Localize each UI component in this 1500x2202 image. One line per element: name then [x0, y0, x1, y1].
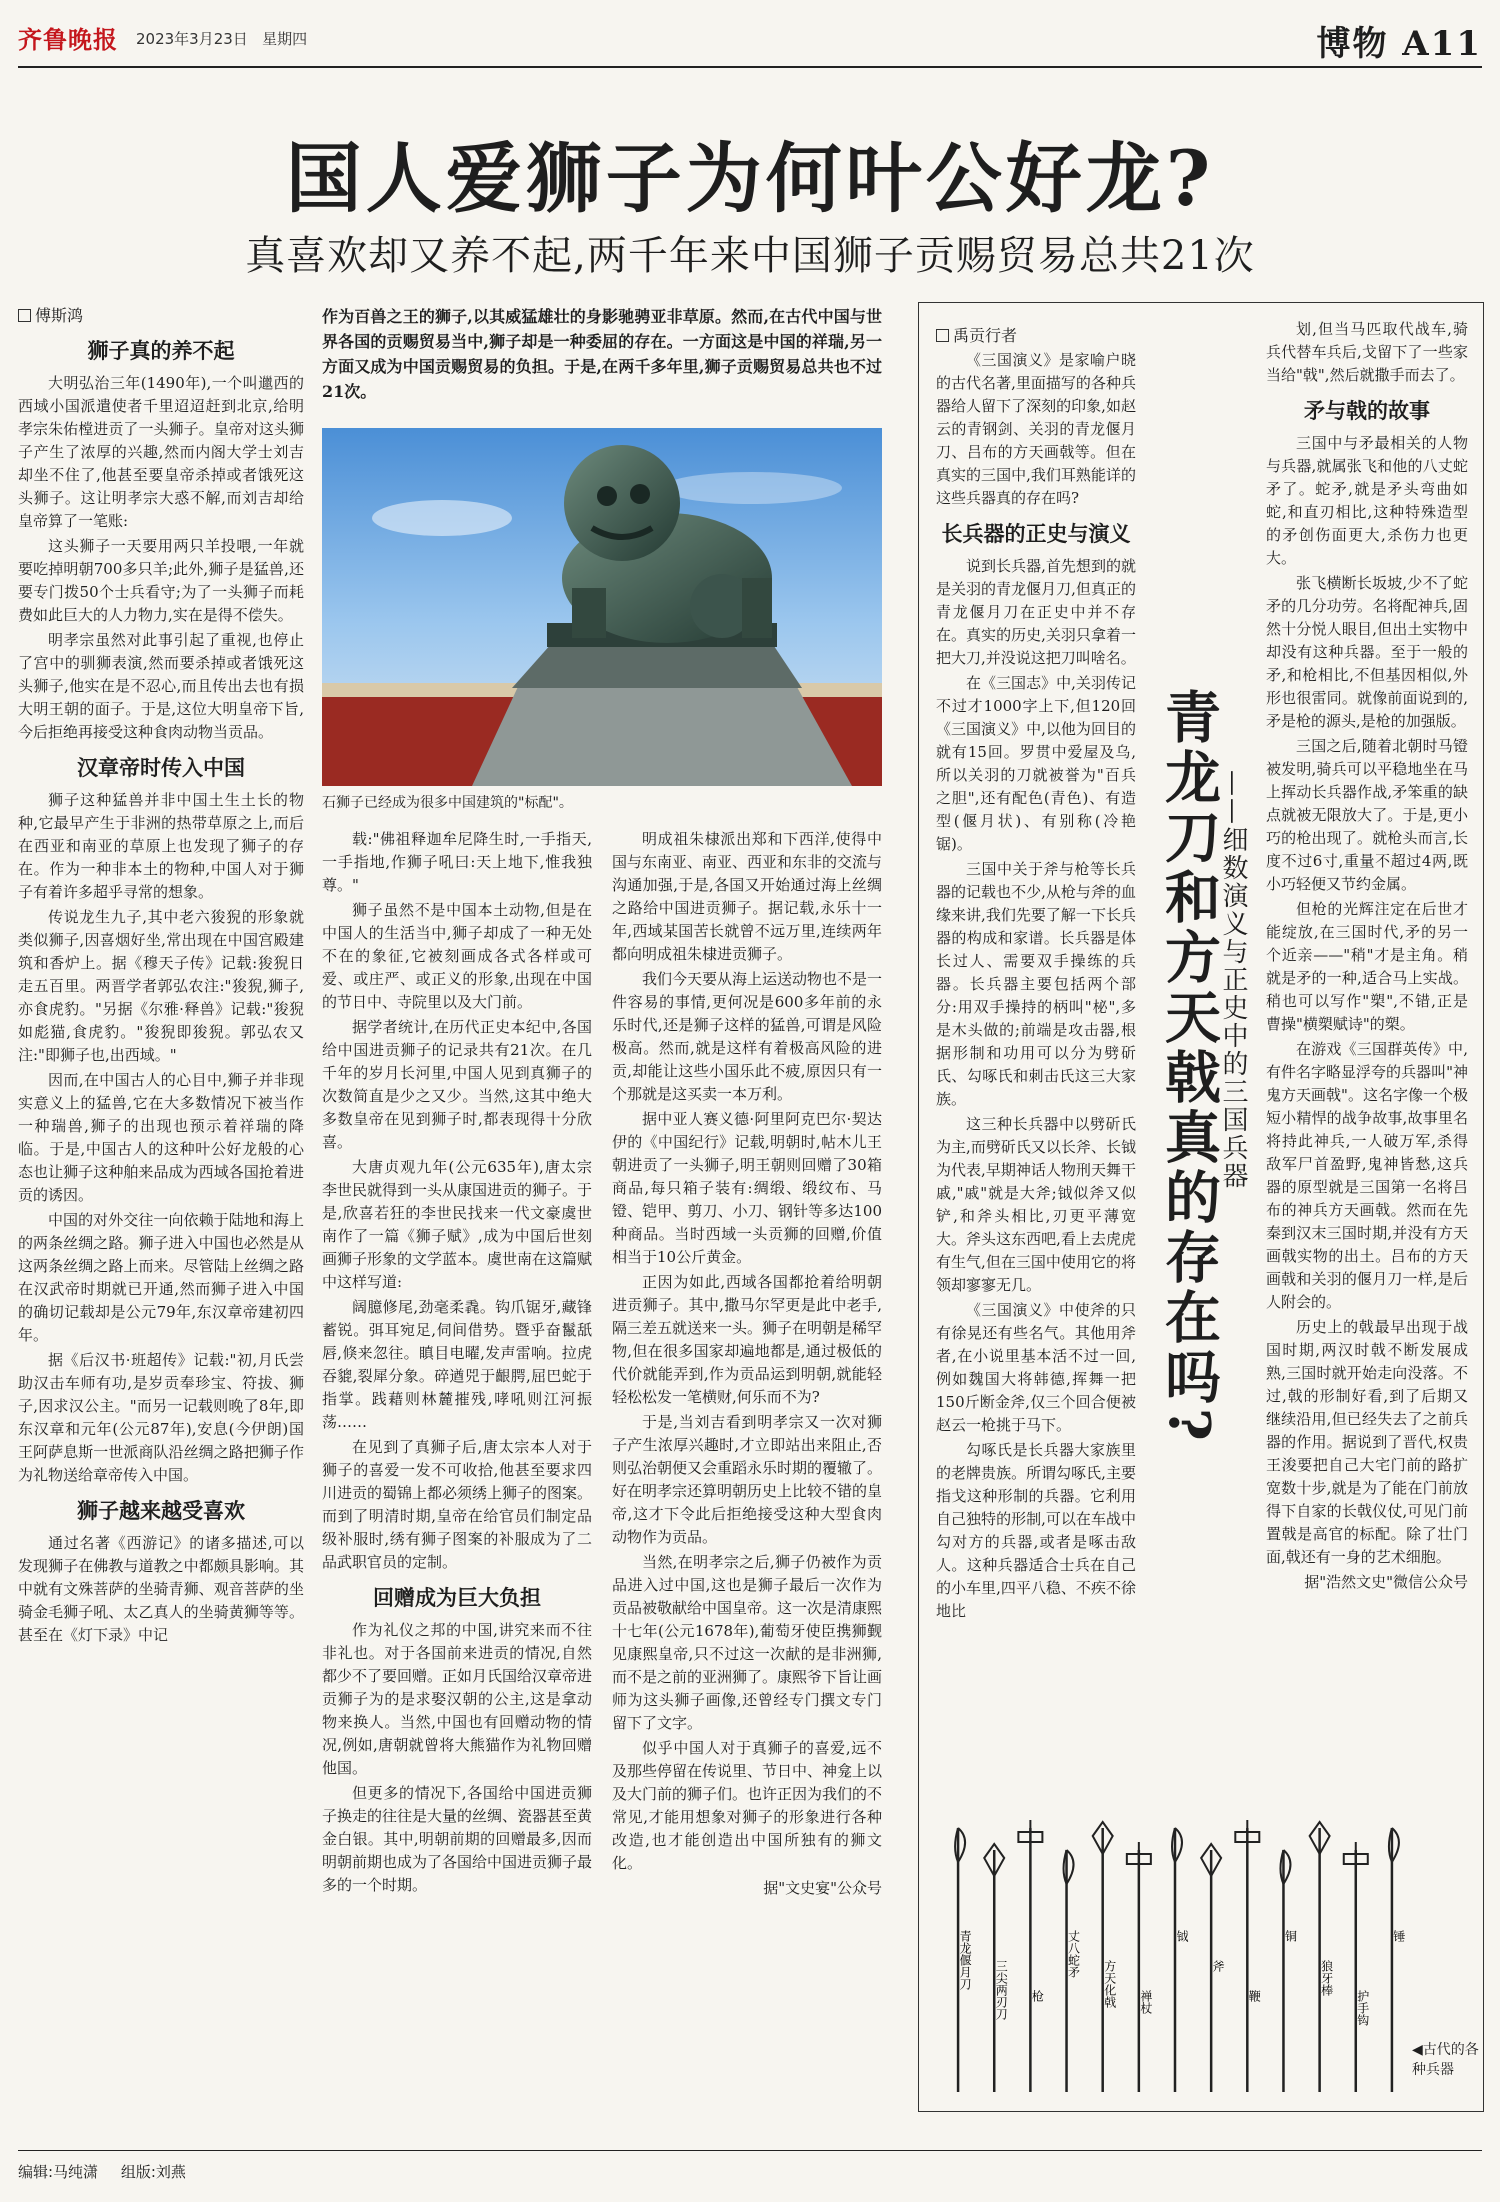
lion-illustration	[322, 428, 882, 786]
article-paragraph: 大唐贞观九年(公元635年),唐太宗李世民就得到一头从康国进贡的狮子。于是,欣喜若狂的李世民找来一代文豪虞世南作了一篇《狮子赋》,成为中国后世刻画狮子形象的文学蓝本。虞世南在这篇赋中这样写道:	[322, 1158, 593, 1291]
article-paragraph: 但枪的光辉注定在后世才能绽放,在三国时代,矛的另一个近亲——"稍"才是主角。稍就是矛的一种,适合马上实战。稍也可以写作"槊",不错,正是曹操"横槊赋诗"的槊。	[1266, 900, 1468, 1033]
article-paragraph: 这三种长兵器中以劈斫氏为主,而劈斫氏又以长斧、长钺为代表,早期神话人物刑天舞干戚,"戚"就是大斧;钺似斧又似铲,和斧头相比,刃更平薄宽大。斧头这东西吧,看上去虎虎有生气,但在三国中使用它的将领却寥寥无几。	[936, 1115, 1136, 1294]
article-paragraph: 这头狮子一天要用两只羊投喂,一年就要吃掉明朝700多只羊;此外,狮子是猛兽,还要专门拨50个士兵看守;为了一头狮子而耗费如此巨大的人力物力,实在是得不偿失。	[18, 537, 304, 624]
weapons-caption: ◀古代的各种兵器	[1412, 2042, 1479, 2078]
sidebar-column-1	[936, 324, 1136, 1804]
article-paragraph: 阔臆修尾,劲毫柔毳。钩爪锯牙,藏锋蓄锐。弭耳宛足,伺间借势。暨乎奋鬣舐唇,倏来忽往。瞋目电曜,发声雷响。拉虎吞貔,裂犀分象。碎遒兕于齦腭,屈巴蛇于指掌。践藉则林麓摧残,哮吼则江河振荡……	[322, 1298, 592, 1431]
issue-date: 2023年3月23日	[136, 30, 248, 48]
article-paragraph: 在见到了真狮子后,唐太宗本人对于狮子的喜爱一发不可收拾,他甚至要求四川进贡的蜀锦上都必须绣上狮子的图案。而到了明清时期,皇帝在给官员们制定品级补服时,绣有狮子图案的补服成为了二品武职官员的定制。	[322, 1438, 593, 1571]
weapon-label: 铜	[1283, 1930, 1298, 1942]
weapon-drawing	[1389, 1828, 1406, 2092]
article-paragraph: 于是,当刘吉看到明孝宗又一次对狮子产生浓厚兴趣时,才立即站出来阻止,否则弘治朝便又会重蹈永乐时期的覆辙了。好在明孝宗还算明朝历史上比较不错的皇帝,这才下令此后拒绝接受这种大型食肉动物作为贡品。	[612, 1413, 883, 1546]
article-paragraph: 明成祖朱棣派出郑和下西洋,使得中国与东南亚、南亚、西亚和东非的交流与沟通加强,于是,各国又开始通过海上丝绸之路给中国进贡狮子。据记载,永乐十一年,西域某国苦长就曾不远万里,连续两年都向明成祖朱棣进贡狮子。	[612, 830, 883, 963]
weapon-label: 鞭	[1247, 1990, 1262, 2002]
dateline	[136, 28, 307, 49]
section-heading: 汉章帝时传入中国	[77, 755, 245, 780]
article-paragraph: 在游戏《三国群英传》中,有件名字略显浮夸的兵器叫"神鬼方天画戟"。这名字像一个极短小精悍的战争故事,故事里名将持此神兵,一人破万军,杀得敌军尸首盈野,鬼神皆愁,这兵器的原型就是三国第一名将吕布的神兵方天画戟。然而在先秦到汉末三国时期,并没有方天画戟实物的出土。吕布的方天画戟和关羽的偃月刀一样,是后人附会的。	[1266, 1040, 1468, 1311]
article-paragraph: 张飞横断长坂坡,少不了蛇矛的几分功劳。名将配神兵,固然十分悦人眼目,但出土实物中却没有这种兵器。至于一般的矛,和枪相比,不但基因相似,外形也很雷同。就像前面说到的,矛是枪的源头,是枪的加强版。	[1266, 574, 1468, 730]
byline: 傅斯鸿	[18, 304, 304, 327]
section-label: 博物 A11	[1316, 24, 1482, 64]
weapon-drawing	[1127, 1842, 1153, 2092]
sidebar-title: 青龙刀和方天戟真的存在吗?	[1156, 688, 1222, 1445]
article-paragraph: 《三国演义》中使斧的只有徐晃还有些名气。其他用斧者,在小说里基本活不过一回,例如魏国大将韩德,挥舞一把150斤断金斧,仅三个回合便被赵云一枪挑于马下。	[936, 1301, 1136, 1434]
article-paragraph: 三国之后,随着北朝时马镫被发明,骑兵可以平稳地坐在马上挥动长兵器作战,矛笨重的缺点就被无限放大了。于是,更小巧的枪出现了。就枪头而言,长度不过6寸,重量不超过4两,既小巧轻便又节约金属。	[1266, 737, 1468, 893]
article-paragraph: 似乎中国人对于真狮子的喜爱,远不及那些停留在传说里、节日中、神龛上以及大门前的狮子们。也许正因为我们的不常见,才能用想象对狮子的形象进行各种改造,也才能创造出中国所独有的狮文化。	[612, 1739, 883, 1872]
article-paragraph: 因而,在中国古人的心目中,狮子并非现实意义上的猛兽,它在大多数情况下被当作一种瑞兽,狮子的出现也预示着祥瑞的降临。于是,中国古人的这种叶公好龙般的心态也让狮子这种舶来品成为西域各国抢着进贡的诱因。	[18, 1071, 304, 1204]
weapon-label: 丈八蛇矛	[1066, 1930, 1081, 1978]
section-heading: 长兵器的正史与演义	[941, 521, 1131, 546]
source-credit: 据"浩然文史"微信公众号	[1304, 1573, 1468, 1591]
article-paragraph: 狮子这种猛兽并非中国土生土长的物种,它最早产生于非洲的热带草原之上,而后在西亚和南亚的草原上也发现了狮子的存在。作为一种非本土的物种,中国人对于狮子有着许多超乎寻常的想象。	[18, 791, 304, 901]
sidebar-subtitle: ——细数演义与正史中的三国兵器	[1218, 770, 1248, 1190]
masthead: 齐鲁晚报	[18, 25, 118, 54]
article-lead: 作为百兽之王的狮子,以其威猛雄壮的身影驰骋亚非草原。然而,在古代中国与世界各国的贡赐贸易当中,狮子却是一种委屈的存在。一方面这是中国的祥瑞,另一方面又成为中国贡赐贸易的负担。于是,在两千多年里,狮子贡赐贸易总共也不过21次。	[322, 307, 882, 401]
sidebar-byline: 禹贡行者	[936, 324, 1136, 347]
weapon-drawing	[1064, 1850, 1081, 2092]
weapon-drawing	[955, 1828, 972, 2092]
weapon-drawing	[1310, 1822, 1334, 2092]
weapon-drawing	[1344, 1842, 1370, 2092]
article-paragraph: 历史上的戟最早出现于战国时期,两汉时戟不断发展成熟,三国时就开始走向没落。不过,戟的形制好看,到了后期又继续沿用,但已经失去了之前兵器的作用。据说到了晋代,权贵王浚要把自己大宅门前的路扩宽数十步,就是为了能在门前放得下自家的长戟仪仗,可见门前置戟是高官的标配。除了壮门面,戟还有一身的艺术细胞。	[1266, 1318, 1468, 1566]
weapon-label: 枪	[1030, 1990, 1045, 2002]
weapon-label: 护手钩	[1355, 1990, 1370, 2026]
section-heading: 狮子真的养不起	[87, 338, 235, 363]
article-paragraph: 《三国演义》是家喻户晓的古代名著,里面描写的各种兵器给人留下了深刻的印象,如赵云的青钢剑、关羽的青龙偃月刀、吕布的方天画戟等。但在真实的三国中,我们耳熟能详的这些兵器真的存在吗?	[936, 351, 1136, 507]
issue-weekday: 星期四	[262, 30, 308, 48]
layout-credit: 组版:刘燕	[120, 2163, 186, 2181]
article-paragraph: 勾啄氏是长兵器大家族里的老牌贵族。所谓勾啄氏,主要指戈这种形制的兵器。它利用自己独特的形制,可以在车战中勾对方的兵器,或者是啄击敌人。这种兵器适合士兵在自己的小车里,四平八稳、不疾不徐地比	[936, 1441, 1136, 1620]
article-paragraph: 说到长兵器,首先想到的就是关羽的青龙偃月刀,但真正的青龙偃月刀在正史中并不存在。真实的历史,关羽只拿着一把大刀,并没说这把刀叫啥名。	[936, 557, 1136, 667]
article-paragraph: 在《三国志》中,关羽传记不过才1000字上下,但120回《三国演义》中,以他为回目的就有15回。罗贯中爱屋及乌,所以关羽的刀就被誉为"百兵之胆",还有配色(青色)、有造型(偃月状)、有别称(冷艳锯)。	[936, 674, 1136, 853]
article-paragraph: 据中亚人赛义德·阿里阿克巴尔·契达伊的《中国纪行》记载,明朝时,帖木儿王朝进贡了一头狮子,明王朝则回赠了30箱商品,每只箱子装有:绸缎、缎纹布、马镫、铠甲、剪刀、小刀、钢针等多达100种商品。当时西域一头贡狮的回赠,价值相当于10公斤黄金。	[612, 1110, 882, 1266]
weapon-label: 禅杖	[1138, 1990, 1153, 2014]
article-paragraph: 正因为如此,西域各国都抢着给明朝进贡狮子。其中,撒马尔罕更是此中老手,隔三差五就送来一头。狮子在明朝是稀罕物,但在很多国家却遍地都是,通过极低的代价就能弄到,作为贡品运到明朝,就能轻轻松松发一笔横财,何乐而不为?	[612, 1273, 883, 1406]
article-paragraph: 三国中与矛最相关的人物与兵器,就属张飞和他的八丈蛇矛了。蛇矛,就是矛头弯曲如蛇,和直刃相比,这种特殊造型的矛创伤面更大,杀伤力也更大。	[1266, 434, 1468, 567]
article-paragraph: 中国的对外交往一向依赖于陆地和海上的两条丝绸之路。狮子进入中国也必然是从这两条丝绸之路上而来。尽管陆上丝绸之路在汉武帝时期就已开通,然而狮子进入中国的确切记载却是公元79年,东汉章帝建初四年。	[18, 1211, 304, 1344]
weapon-label: 斧	[1211, 1960, 1226, 1972]
weapon-drawing	[984, 1844, 1008, 2092]
weapon-drawing	[1280, 1850, 1297, 2092]
article-column-2	[322, 828, 592, 2138]
weapon-drawing	[1018, 1820, 1044, 2092]
page-footer	[18, 2150, 1482, 2182]
article-column-3	[612, 828, 882, 2138]
weapon-label: 方天化戟	[1102, 1960, 1117, 2008]
article-paragraph: 通过名著《西游记》的诸多描述,可以发现狮子在佛教与道教之中都颇具影响。其中就有文殊菩萨的坐骑青狮、观音菩萨的坐骑金毛狮子吼、太乙真人的坐骑黄狮等等。甚至在《灯下录》中记	[18, 1534, 304, 1644]
article-paragraph: 据《后汉书·班超传》记载:"初,月氏尝助汉击车师有功,是岁贡奉珍宝、符拔、狮子,因求汉公主。"而另一记载则晚了8年,即东汉章和元年(公元87年),安息(今伊朗)国王阿萨息斯一世派商队沿丝绸之路把狮子作为礼物送给章帝传入中国。	[18, 1351, 304, 1484]
article-paragraph: 当然,在明孝宗之后,狮子仍被作为贡品进入过中国,这也是狮子最后一次作为贡品被敬献给中国皇帝。这一次是清康熙十七年(公元1678年),葡萄牙使臣携狮觐见康熙皇帝,只不过这一次献的是非洲狮,而不是之前的亚洲狮了。康熙爷下旨让画师为这头狮子画像,还曾经专门撰文专门留下了文字。	[612, 1553, 883, 1732]
article-paragraph: 传说龙生九子,其中老六狻猊的形象就类似狮子,因喜烟好坐,常出现在中国宫殿建筑和香炉上。据《穆天子传》记载:狻猊日走五百里。两晋学者郭弘农注:"狻猊,狮子,亦食虎豹。"另据《尔雅·释兽》记载:"狻猊如彪猫,食虎豹。"狻猊即狻猊。郭弘农又注:"即狮子也,出西域。"	[18, 908, 304, 1064]
article-paragraph: 大明弘治三年(1490年),一个叫邋西的西域小国派遣使者千里迢迢赶到北京,给明孝宗朱佑樘进贡了一头狮子。皇帝对这头狮子产生了浓厚的兴趣,然而内阁大学士刘吉却坐不住了,他甚至要皇帝杀掉或者饿死这头狮子。这让明孝宗大惑不解,而刘吉却给皇帝算了一笔账:	[18, 374, 304, 530]
article-paragraph: 载:"佛祖释迦牟尼降生时,一手指天,一手指地,作狮子吼曰:天上地下,惟我独尊。"	[322, 830, 592, 894]
page-header	[18, 12, 1482, 68]
weapon-label: 钺	[1175, 1930, 1189, 1942]
section-heading: 回赠成为巨大负担	[373, 1585, 541, 1610]
ancient-weapons-illustration	[940, 1810, 1410, 2100]
section-heading: 矛与戟的故事	[1304, 398, 1430, 423]
article-paragraph: 划,但当马匹取代战车,骑兵代替车兵后,戈留下了一些家当给"戟",然后就撒手而去了。	[1266, 320, 1468, 384]
weapon-drawing	[1235, 1820, 1261, 2092]
subheadline: 真喜欢却又养不起,两千年来中国狮子贡赐贸易总共21次	[245, 233, 1255, 279]
sidebar-column-2	[1266, 318, 1468, 1804]
weapon-label: 锤	[1391, 1930, 1406, 1942]
weapon-label: 三尖两刃刀	[994, 1960, 1009, 2020]
article-paragraph: 但更多的情况下,各国给中国进贡狮子换走的往往是大量的丝绸、瓷器甚至黄金白银。其中,明朝前期的回赠最多,因而明朝前期也成为了各国给中国进贡狮子最多的一个时期。	[322, 1784, 593, 1894]
headline: 国人爱狮子为何叶公好龙?	[285, 134, 1215, 223]
article-paragraph: 三国中关于斧与枪等长兵器的记载也不少,从枪与斧的血缘来讲,我们先要了解一下长兵器的构成和家谱。长兵器是体长过人、需要双手操练的兵器。长兵器主要包括两个部分:用双手操持的柄叫"柲",多是木头做的;前端是攻击器,根据形制和功用可以分为劈斫氏、勾啄氏和刺击氏这三大家族。	[936, 860, 1136, 1108]
source-credit: 据"文史宴"公众号	[763, 1879, 882, 1897]
weapon-drawing	[1201, 1844, 1225, 2092]
weapon-drawing	[1093, 1822, 1117, 2092]
editor-credit: 编辑:马纯潇	[18, 2163, 99, 2181]
weapon-label: 青龙偃月刀	[958, 1930, 973, 1990]
article-paragraph: 据学者统计,在历代正史本纪中,各国给中国进贡狮子的记录共有21次。在几千年的岁月长河里,中国人见到真狮子的次数简直是少之又少。当然,这其中绝大多数皇帝在见到狮子时,都表现得十分欣喜。	[322, 1018, 592, 1151]
weapon-drawing	[1172, 1828, 1189, 2092]
article-paragraph: 明孝宗虽然对此事引起了重视,也停止了宫中的驯狮表演,然而要杀掉或者饿死这头狮子,他实在是不忍心,而且传出去也有损大明王朝的面子。于是,这位大明皇帝下旨,今后拒绝再接受这种食肉动物当贡品。	[18, 631, 304, 741]
stone-lion-photo	[322, 428, 882, 786]
weapon-label: 狼牙棒	[1319, 1960, 1334, 1996]
article-paragraph: 我们今天要从海上运送动物也不是一件容易的事情,更何况是600多年前的永乐时代,还是狮子这样的猛兽,可谓是风险极高。然而,就是这样有着极高风险的进贡,却能让这些小国乐此不疲,原因只有一个那就是这买卖一本万利。	[612, 970, 883, 1103]
article-paragraph: 狮子虽然不是中国本土动物,但是在中国人的生活当中,狮子却成了一种无处不在的象征,它被刻画成各式各样或可爱、或庄严、或正义的形象,出现在中国的节日中、寺院里以及大门前。	[322, 901, 592, 1011]
article-column-1	[18, 304, 304, 2142]
photo-caption: 石狮子已经成为很多中国建筑的"标配"。	[322, 795, 573, 811]
article-paragraph: 作为礼仪之邦的中国,讲究来而不往非礼也。对于各国前来进贡的情况,自然都少不了要回赠。正如月氏国给汉章帝进贡狮子为的是求娶汉朝的公主,这是拿动物来换人。当然,中国也有回赠动物的情况,例如,唐朝就曾将大熊猫作为礼物回赠他国。	[322, 1621, 593, 1777]
section-heading: 狮子越来越受喜欢	[77, 1498, 245, 1523]
